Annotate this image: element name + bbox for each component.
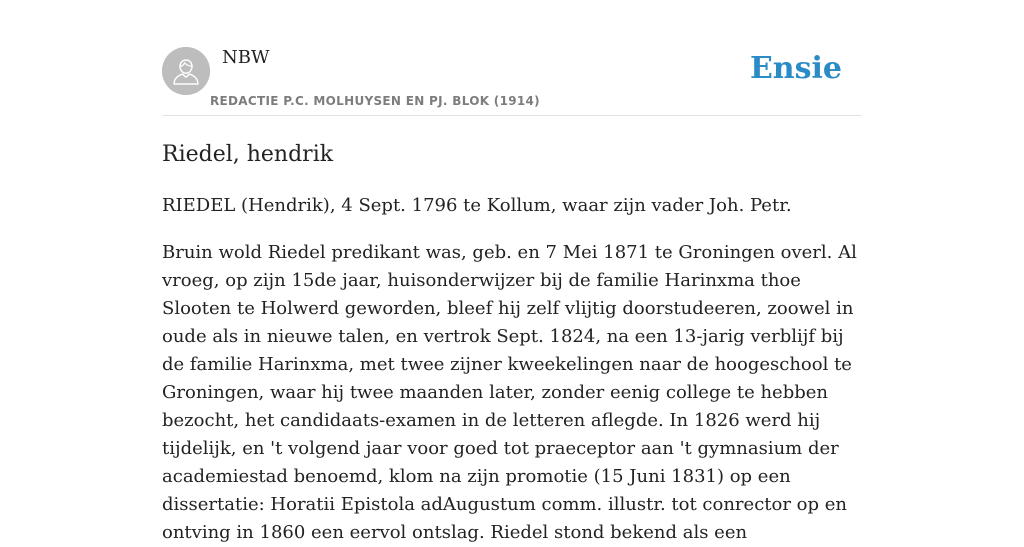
article-page xyxy=(162,0,862,543)
article-paragraph-1: RIEDEL (Hendrik), 4 Sept. 1796 te Kollum, waar zijn vader Joh. Petr. xyxy=(162,195,792,216)
author-name[interactable]: NBW xyxy=(222,47,270,68)
source-attribution: REDACTIE P.C. MOLHUYSEN EN PJ. BLOK (1914) xyxy=(210,94,540,108)
article-title: Riedel, hendrik xyxy=(162,142,334,167)
article-paragraph-2: Bruin wold Riedel predikant was, geb. en 7 Mei 1871 te Groningen overl. Al vroeg, op zijn 15de jaar, huisonderwijzer bij de familie Harinxma thoe Slooten te Holwerd geworden, bleef hij zelf vlijtig doorstudeeren, zoowel in oude als in nieuwe talen, en vertrok Sept. 1824, na een 13-jarig verblijf bij de familie Harinxma, met twee zijner kweekelingen naar de hoogeschool te Groningen, waar hij twee maanden later, zonder eenig college te hebben bezocht, het candidaats-examen in de letteren aflegde. In 1826 werd hij tijdelijk, en 't volgend jaar voor goed tot praeceptor aan 't gymnasium der academiestad benoemd, klom na zijn promotie (15 Juni 1831) op een dissertatie: Horatii Epistola adAugustum comm. illustr. tot conrector op en ontving in 1860 een eervol ontslag. Riedel stond bekend als een xyxy=(162,242,857,543)
article-header xyxy=(162,0,862,116)
user-silhouette-icon xyxy=(162,47,210,95)
author-avatar[interactable] xyxy=(162,47,210,95)
ensie-logo[interactable]: Ensie xyxy=(749,51,842,86)
